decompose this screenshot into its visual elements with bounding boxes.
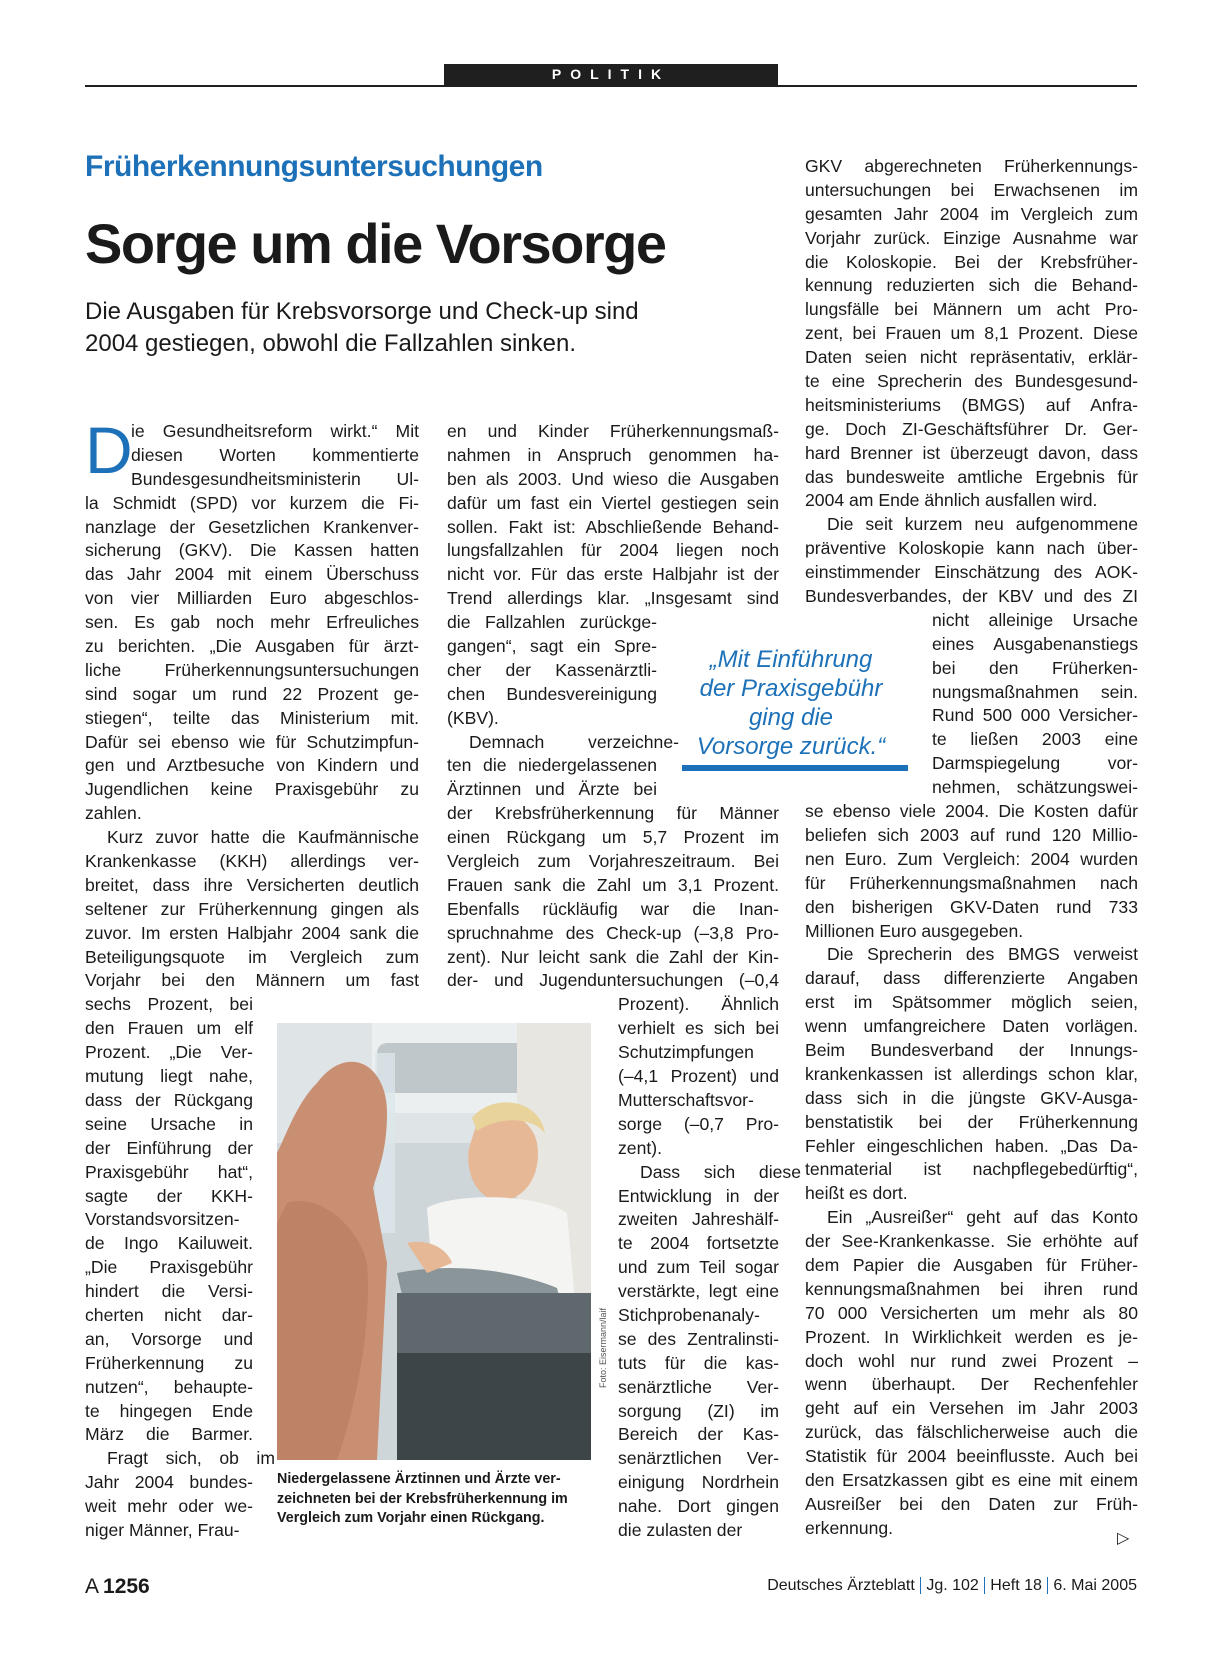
text-line: nahmen in Anspruch genommen ha- bbox=[447, 444, 779, 465]
text-line: wenn umfangreichere Daten vorlägen. bbox=[805, 1016, 1138, 1037]
text-line: Prozent. In Wirklichkeit werden es je- bbox=[805, 1326, 1138, 1347]
text-line: Entwicklung in der bbox=[618, 1185, 779, 1206]
text-line: niger Männer, Frau- bbox=[85, 1519, 240, 1540]
deck-line: 2004 gestiegen, obwohl die Fallzahlen sinken. bbox=[85, 330, 577, 357]
text-line: (KBV). bbox=[447, 707, 499, 728]
caption-line: zeichneten bei der Krebsfrüherkennung im bbox=[277, 1490, 568, 1507]
text-line: Beim Bundesverband der Innungs- bbox=[805, 1039, 1138, 1060]
text-line: dem Papier die Ausgaben für Früher- bbox=[805, 1254, 1138, 1275]
text-line: ge. Doch ZI-Geschäftsführer Dr. Ger- bbox=[805, 418, 1138, 439]
text-line: seltener zur Früherkennung gingen als bbox=[85, 898, 419, 919]
text-line: Vorstandsvorsitzen- bbox=[85, 1209, 240, 1230]
text-line: Die Sprecherin des BMGS verweist bbox=[827, 944, 1138, 965]
text-line: lungsfallzahlen für 2004 liegen noch bbox=[447, 540, 779, 561]
text-line: dass der Rückgang bbox=[85, 1089, 253, 1110]
text-line: sagte der KKH- bbox=[85, 1185, 253, 1206]
text-line: bei den Früherken- bbox=[932, 657, 1138, 678]
text-line: Schutzimpfungen bbox=[618, 1042, 754, 1063]
text-line: Bundesgesundheitsministerin Ul- bbox=[131, 468, 419, 489]
text-line: Rund 500 000 Versicher- bbox=[932, 705, 1138, 726]
text-line: „Die Praxisgebühr bbox=[85, 1257, 253, 1278]
photo-caption bbox=[277, 1470, 597, 1529]
text-line: die Koloskopie. Bei der Krebsfrüher- bbox=[805, 251, 1138, 272]
text-line: stiegen“, teilte das Ministerium mit. bbox=[85, 707, 419, 728]
text-line: das bundesweite amtliche Ergebnis für bbox=[805, 466, 1138, 487]
text-line: Vorjahr zurück. Einzige Ausnahme war bbox=[805, 227, 1138, 248]
text-line: ben als 2003. Und wieso die Ausgaben bbox=[447, 468, 779, 489]
text-line: einigung Nordrhein bbox=[618, 1472, 779, 1493]
text-line: de Ingo Kailuweit. bbox=[85, 1233, 253, 1254]
text-line: Millionen Euro ausgegeben. bbox=[805, 920, 1024, 941]
text-line: Ein „Ausreißer“ geht auf das Konto bbox=[827, 1207, 1138, 1228]
section-label: POLITIK bbox=[444, 64, 778, 85]
column-3 bbox=[805, 155, 1138, 1541]
text-line: Vergleich zum Vorjahreszeitraum. Bei bbox=[447, 851, 779, 872]
footer-issue: Heft 18 bbox=[990, 1577, 1042, 1594]
text-line: spruchnahme des Check-up (–3,8 Pro- bbox=[447, 922, 779, 943]
text-line: die Fallzahlen zurückge- bbox=[447, 612, 657, 633]
text-line: Die seit kurzem neu aufgenommene bbox=[827, 514, 1138, 535]
footer-date: 6. Mai 2005 bbox=[1053, 1577, 1137, 1594]
text-line: der Einführung der bbox=[85, 1137, 253, 1158]
text-line: zahlen. bbox=[85, 803, 142, 824]
text-line: Mutterschaftsvor- bbox=[618, 1089, 754, 1110]
pull-quote-line: ging die bbox=[748, 704, 834, 731]
text-line: Fehler eingeschlichen haben. „Das Da- bbox=[805, 1135, 1138, 1156]
text-line: sicherung (GKV). Die Kassen hatten bbox=[85, 540, 419, 561]
text-line: wenn überhaupt. Der Rechenfehler bbox=[805, 1374, 1138, 1395]
text-line: gen und Arztbesuche von Kindern und bbox=[85, 755, 419, 776]
text-line: se ebenso viele 2004. Die Kosten dafür bbox=[805, 801, 1138, 822]
text-line: te ließen 2003 eine bbox=[932, 729, 1138, 750]
text-line: Demnach verzeichne- bbox=[469, 731, 679, 752]
text-line: Dafür sei ebenso wie für Schutzimpfun- bbox=[85, 731, 419, 752]
text-line: weit mehr oder we- bbox=[85, 1496, 253, 1517]
text-line: erst im Spätsommer möglich seien, bbox=[805, 992, 1138, 1013]
text-line: seine Ursache in bbox=[85, 1113, 253, 1134]
text-line: benstatistik bei der Früherkennung bbox=[805, 1111, 1138, 1132]
pull-quote-line: der Praxisgebühr bbox=[699, 675, 883, 702]
deck bbox=[85, 296, 725, 360]
text-line: der Krebsfrüherkennung für Männer bbox=[447, 803, 779, 824]
page-number bbox=[85, 1575, 150, 1599]
text-line: 70 000 Versicherten um mehr als 80 bbox=[805, 1302, 1138, 1323]
text-line: geht auf ein Versehen im Jahr 2003 bbox=[805, 1398, 1138, 1419]
text-line: verhielt es sich bei bbox=[618, 1018, 779, 1039]
text-line: der- und Jugenduntersuchungen (–0,4 bbox=[447, 970, 779, 991]
text-line: Fragt sich, ob im bbox=[107, 1448, 275, 1469]
text-line: von vier Milliarden Euro abgeschlos- bbox=[85, 588, 419, 609]
text-line: Bundesverbandes, der KBV und des ZI bbox=[805, 586, 1138, 607]
text-line: hard Brenner ist überzeugt davon, dass bbox=[805, 442, 1138, 463]
continue-arrow-icon: ▷ bbox=[1117, 1530, 1130, 1547]
text-line: Ärztinnen und Ärzte bei bbox=[447, 779, 657, 800]
text-line: 2004 am Ende ähnlich ausfallen wird. bbox=[805, 490, 1098, 511]
text-line: tenmaterial ist nachpflegebedürftig“, bbox=[805, 1159, 1138, 1180]
text-line: den bisherigen GKV-Daten rund 733 bbox=[805, 896, 1138, 917]
text-line: chen Bundesvereinigung bbox=[447, 683, 657, 704]
text-line: GKV abgerechneten Früherkennungs- bbox=[805, 156, 1138, 176]
text-line: tuts für die kas- bbox=[618, 1352, 779, 1373]
text-line: sen. Es gab noch mehr Erfreuliches bbox=[85, 612, 419, 633]
footer-journal: Deutsches Ärzteblatt bbox=[767, 1577, 915, 1594]
text-line: liche Früherkennungsuntersuchungen bbox=[85, 659, 419, 680]
text-line: Frauen sank die Zahl um 3,1 Prozent. bbox=[447, 874, 779, 895]
text-line: Jugendlichen keine Praxisgebühr zu bbox=[85, 779, 419, 800]
photo-credit: Foto: Eisermann/laif bbox=[598, 1307, 608, 1388]
drop-cap: D bbox=[85, 413, 133, 487]
text-line: hindert die Versi- bbox=[85, 1281, 253, 1302]
text-line: darauf, dass differenzierte Angaben bbox=[805, 968, 1138, 989]
text-line: Kurz zuvor hatte die Kaufmännische bbox=[107, 827, 419, 848]
text-line: das Jahr 2004 mit einem Überschuss bbox=[85, 564, 419, 585]
text-line: Ebenfalls rückläufig war die Inan- bbox=[447, 898, 779, 919]
text-line: präventive Koloskopie kann nach über- bbox=[805, 538, 1138, 559]
text-line: einstimmender Einschätzung des AOK- bbox=[805, 562, 1138, 583]
text-line: Ausreißer bei den Daten zur Früh- bbox=[805, 1493, 1138, 1514]
text-line: Trend allerdings klar. „Insgesamt sind bbox=[447, 588, 779, 609]
text-line: gesamten Jahr 2004 im Vergleich zum bbox=[805, 203, 1138, 224]
text-line: zent). bbox=[618, 1137, 663, 1158]
text-line: dass sich in die jüngste GKV-Ausga- bbox=[805, 1087, 1138, 1108]
text-line: verstärkte, legt eine bbox=[618, 1281, 779, 1302]
text-line: sorgung (ZI) im bbox=[618, 1400, 779, 1421]
caption-line: Vergleich zum Vorjahr einen Rückgang. bbox=[277, 1510, 545, 1526]
page-title: Sorge um die Vorsorge bbox=[85, 212, 666, 275]
text-line: breitet, dass ihre Versicherten deutlich bbox=[85, 874, 419, 895]
text-line: eines Ausgabenanstiegs bbox=[932, 633, 1138, 654]
header-rule bbox=[85, 85, 1137, 87]
text-line: Prozent. „Die Ver- bbox=[85, 1042, 253, 1063]
text-line: beliefen sich 2003 auf rund 120 Millio- bbox=[805, 824, 1138, 845]
text-line: nen Euro. Zum Vergleich: 2004 wurden bbox=[805, 848, 1138, 869]
text-line: te hingegen Ende bbox=[85, 1400, 253, 1421]
footer-volume: Jg. 102 bbox=[926, 1577, 979, 1594]
text-line: te eine Sprecherin des Bundesgesund- bbox=[805, 371, 1138, 392]
text-line: Beteiligungsquote im Vergleich zum bbox=[85, 946, 419, 967]
text-line: Statistik für 2004 beeinflusste. Auch bei bbox=[805, 1446, 1138, 1467]
text-line: la Schmidt (SPD) vor kurzem die Fi- bbox=[85, 492, 419, 513]
text-line: nungsmaßnahmen sein. bbox=[932, 681, 1138, 702]
text-line: den Ersatzkassen gibt es eine mit einem bbox=[805, 1469, 1138, 1490]
text-line: Krankenkasse (KKH) allerdings ver- bbox=[85, 851, 419, 872]
pull-quote bbox=[680, 645, 902, 761]
text-line: Praxisgebühr hat“, bbox=[85, 1161, 253, 1182]
text-line: untersuchungen bei Erwachsenen im bbox=[805, 179, 1138, 200]
caption-line: Niedergelassene Ärztinnen und Ärzte ver- bbox=[277, 1471, 561, 1487]
text-line: heitsministeriums (BMGS) auf Anfra- bbox=[805, 394, 1138, 415]
text-line: dafür um fast ein Viertel gestiegen sein bbox=[447, 492, 779, 513]
text-line: für Früherkennungsmaßnahmen nach bbox=[805, 872, 1138, 893]
text-line: der See-Krankenkasse. Sie erhöhte auf bbox=[805, 1231, 1138, 1252]
text-line: senärztliche Ver- bbox=[618, 1376, 779, 1397]
text-line: den Frauen um elf bbox=[85, 1018, 253, 1039]
text-line: zurück, das fälschlicherweise auch die bbox=[805, 1422, 1138, 1443]
text-line: en und Kinder Früherkennungsmaß- bbox=[447, 421, 779, 441]
text-line: Bereich der Kas- bbox=[618, 1424, 779, 1445]
pull-quote-rule bbox=[682, 765, 908, 771]
text-line: zu berichten. „Die Ausgaben für ärzt- bbox=[85, 636, 419, 657]
page-number-value: 1256 bbox=[103, 1575, 150, 1598]
text-line: zent). Nur leicht sank die Zahl der Kin- bbox=[447, 946, 779, 967]
footer-source bbox=[767, 1577, 1137, 1595]
text-line: Jahr 2004 bundes- bbox=[85, 1472, 253, 1493]
text-line: sorge (–0,7 Pro- bbox=[618, 1113, 779, 1134]
pull-quote-line: „Mit Einführung bbox=[709, 646, 873, 673]
text-line: Vorjahr bei den Männern um fast bbox=[85, 970, 419, 991]
text-line: einen Rückgang um 5,7 Prozent im bbox=[447, 827, 779, 848]
text-line: gangen“, sagt ein Spre- bbox=[447, 636, 657, 657]
text-line: Daten seien nicht repräsentativ, erklär- bbox=[805, 347, 1138, 368]
text-line: nicht alleinige Ursache bbox=[932, 609, 1138, 630]
text-line: mutung liegt nahe, bbox=[85, 1066, 253, 1087]
text-line: diesen Worten kommentierte bbox=[131, 444, 419, 465]
text-line: (–4,1 Prozent) und bbox=[618, 1066, 779, 1087]
text-line: sind sogar um rund 22 Prozent ge- bbox=[85, 683, 419, 704]
text-line: senärztlichen Ver- bbox=[618, 1448, 779, 1469]
text-line: nahe. Dort gingen bbox=[618, 1496, 779, 1517]
text-line: nanzlage der Gesetzlichen Krankenver- bbox=[85, 516, 419, 537]
deck-line: Die Ausgaben für Krebsvorsorge und Check-up sind bbox=[85, 298, 639, 325]
text-line: nicht vor. Für das erste Halbjahr ist der bbox=[447, 564, 779, 585]
text-line: nehmen, schätzungswei- bbox=[932, 777, 1138, 798]
pull-quote-line: Vorsorge zurück.“ bbox=[696, 733, 886, 760]
text-line: März die Barmer. bbox=[85, 1424, 253, 1445]
text-line: se des Zentralinsti- bbox=[618, 1328, 779, 1349]
text-line: zweiten Jahreshälf- bbox=[618, 1209, 779, 1230]
text-line: zuvor. Im ersten Halbjahr 2004 sank die bbox=[85, 922, 419, 943]
photo-mammography bbox=[277, 1023, 591, 1460]
text-line: te 2004 fortsetzte bbox=[618, 1233, 779, 1254]
text-line: Prozent). Ähnlich bbox=[618, 994, 779, 1015]
text-line: zent, bei Frauen um 8,1 Prozent. Diese bbox=[805, 323, 1138, 344]
text-line: krankenkassen ist allerdings schon klar, bbox=[805, 1063, 1138, 1084]
text-line: sollen. Fakt ist: Abschließende Behand- bbox=[447, 516, 779, 537]
text-line: ten die niedergelassenen bbox=[447, 755, 657, 776]
text-line: lungsfälle bei Männern um acht Pro- bbox=[805, 299, 1138, 320]
text-line: Früherkennung zu bbox=[85, 1352, 253, 1373]
text-line: doch wohl nur rund zwei Prozent – bbox=[805, 1350, 1138, 1371]
text-line: und zum Teil sogar bbox=[618, 1257, 779, 1278]
kicker: Früherkennungsuntersuchungen bbox=[85, 150, 543, 183]
page-prefix: A bbox=[85, 1575, 100, 1598]
text-line: cherten nicht dar- bbox=[85, 1304, 253, 1325]
text-line: Stichprobenanaly- bbox=[618, 1304, 760, 1325]
text-line: kennung reduzierten sich die Behand- bbox=[805, 275, 1138, 296]
text-line: Darmspiegelung vor- bbox=[932, 753, 1138, 774]
text-line: cher der Kassenärztli- bbox=[447, 659, 657, 680]
text-line: erkennung. bbox=[805, 1517, 894, 1538]
text-line: ie Gesundheitsreform wirkt.“ Mit bbox=[131, 421, 419, 441]
text-line: die zulasten der bbox=[618, 1519, 743, 1540]
text-line: an, Vorsorge und bbox=[85, 1328, 253, 1349]
text-line: Dass sich diese bbox=[640, 1161, 801, 1182]
text-line: heißt es dort. bbox=[805, 1183, 908, 1204]
text-line: nutzen“, behaupte- bbox=[85, 1376, 253, 1397]
text-line: sechs Prozent, bei bbox=[85, 994, 253, 1015]
text-line: kennungsmaßnahmen bei ihren rund bbox=[805, 1278, 1138, 1299]
